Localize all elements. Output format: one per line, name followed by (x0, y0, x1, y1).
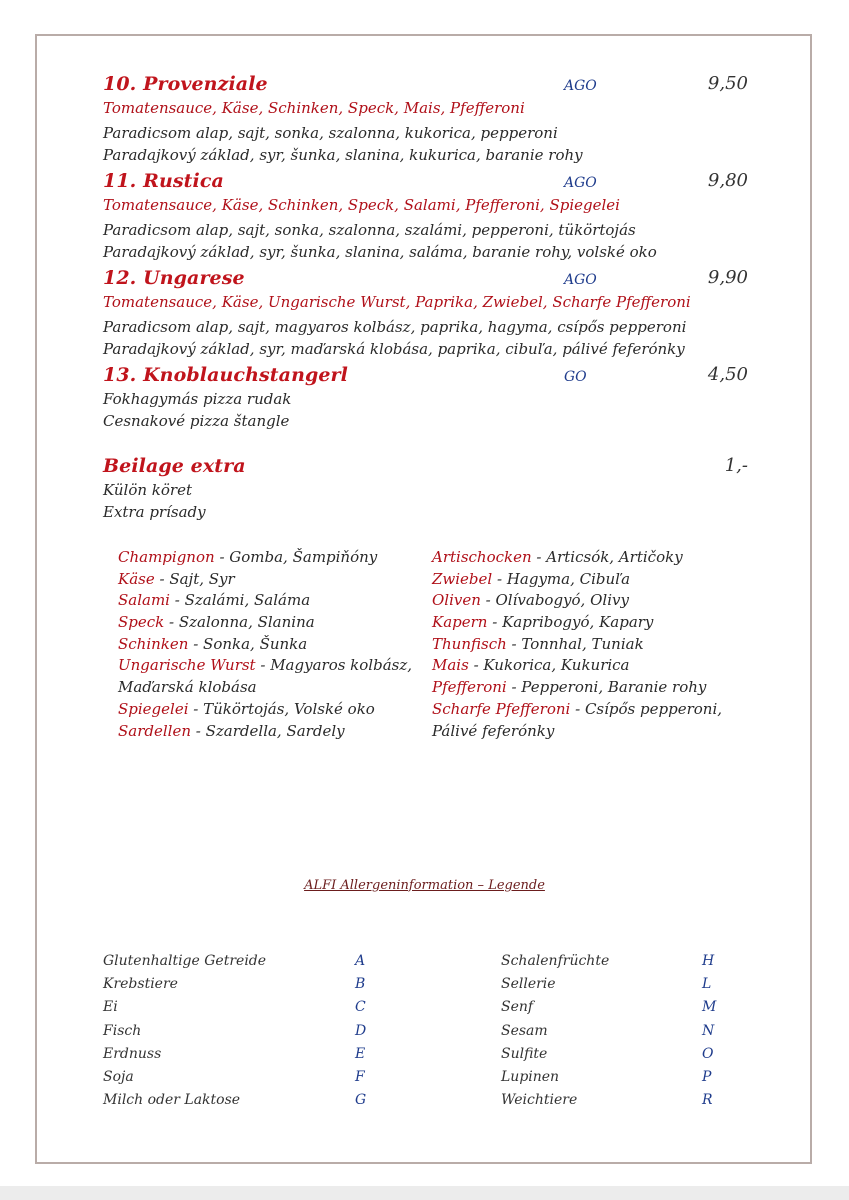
extra-name-german: Zwiebel (432, 569, 493, 588)
item-price: 1,- (724, 455, 748, 476)
description-hungarian: Külön köret (103, 481, 192, 499)
allergen-name: Schalenfrüchte (501, 953, 610, 969)
allergen-names-right (501, 950, 609, 1112)
allergen-legend-title: ALFI Allergeninformation – Legende (304, 878, 545, 893)
extra-translation: - Sonka, Šunka (188, 634, 308, 653)
item-price: 4,50 (707, 364, 748, 385)
extra-name-german: Sardellen (118, 721, 192, 740)
allergen-code: N (702, 1022, 715, 1039)
extra-translation: - Szalonna, Slanina (164, 613, 315, 632)
allergen-name: Sesam (501, 1022, 548, 1039)
description-slovak: Paradajkový základ, syr, maďarská klobása, paprika, cibuľa, pálivé feferónky (103, 340, 685, 358)
allergen-name: Lupinen (501, 1069, 560, 1086)
description-german: Tomatensauce, Käse, Schinken, Speck, Salami, Pfefferoni, Spiegelei (103, 196, 620, 214)
extra-item (432, 547, 722, 569)
item-name: 11. Rustica (103, 170, 224, 192)
allergen-codes-left (355, 950, 366, 1112)
extra-translation: - Tükörtojás, Volské oko (188, 699, 375, 718)
extra-name-german: Artischocken (432, 548, 532, 566)
description-slovak: Cesnakové pizza štangle (103, 412, 290, 430)
allergen-code: E (355, 1045, 366, 1062)
allergen-name: Milch oder Laktose (103, 1092, 241, 1109)
extra-name-german: Spiegelei (118, 699, 189, 718)
extra-item (118, 677, 412, 699)
extra-item (432, 590, 722, 612)
allergen-codes: GO (564, 369, 587, 385)
allergen-codes-right (702, 950, 716, 1112)
extra-translation: Maďarská klobása (118, 678, 257, 697)
extra-item (432, 634, 722, 656)
extra-translation: Pálivé feferónky (432, 721, 555, 740)
extra-item (118, 612, 412, 634)
extra-translation: - Tonnhal, Tuniak (506, 634, 644, 653)
description-slovak: Paradajkový základ, syr, šunka, slanina, saláma, baranie rohy, volské oko (103, 243, 657, 261)
extra-item (118, 634, 412, 656)
extra-translation: - Olívabogyó, Olivy (480, 591, 629, 610)
allergen-name: Glutenhaltige Getreide (103, 953, 267, 969)
allergen-code: F (355, 1069, 365, 1086)
allergen-code: A (355, 953, 366, 969)
allergen-names-left (103, 950, 266, 1112)
allergen-name: Sulfite (501, 1045, 548, 1062)
allergen-name: Erdnuss (103, 1045, 162, 1062)
extra-name-german: Käse (118, 569, 155, 588)
item-name: 10. Provenziale (103, 73, 268, 95)
description-hungarian: Fokhagymás pizza rudak (103, 390, 292, 408)
extra-translation: - Articsók, Artičoky (531, 548, 683, 566)
allergen-name: Sellerie (501, 976, 556, 993)
extra-translation: - Csípős pepperoni, (570, 699, 723, 718)
allergen-code: M (702, 999, 717, 1016)
extra-translation: - Pepperoni, Baranie rohy (506, 678, 707, 697)
extra-item (118, 547, 412, 569)
item-price: 9,90 (707, 267, 748, 288)
item-name: Beilage extra (103, 455, 246, 477)
page-bottom-edge (0, 1186, 849, 1200)
item-price: 9,50 (707, 73, 748, 94)
extra-name-german: Salami (118, 591, 170, 610)
extra-item (432, 699, 722, 721)
extras-list-right (432, 547, 722, 742)
extra-translation: - Magyaros kolbász, (255, 656, 413, 675)
allergen-name: Fisch (103, 1022, 142, 1039)
allergen-codes: AGO (564, 78, 597, 94)
extra-translation: - Szardella, Sardely (191, 721, 345, 740)
extra-translation: - Sajt, Syr (154, 569, 235, 588)
allergen-code: C (355, 999, 366, 1016)
extra-translation: - Kapribogyó, Kapary (487, 613, 654, 632)
menu-item-knoblauchstangerl (103, 364, 748, 432)
extra-name-german: Pfefferoni (432, 678, 507, 697)
allergen-codes: AGO (564, 272, 597, 288)
extra-name-german: Schinken (118, 634, 189, 653)
extra-item (118, 699, 412, 721)
extra-name-german: Kapern (432, 613, 488, 632)
allergen-code: H (702, 953, 715, 969)
extra-translation: - Gomba, Šampiňóny (214, 548, 378, 566)
extra-translation: - Kukorica, Kukurica (468, 656, 630, 675)
extra-name-german: Thunfisch (432, 634, 507, 653)
allergen-code: D (355, 1022, 367, 1039)
menu-item-beilage-extra (103, 455, 748, 523)
allergen-name: Krebstiere (103, 976, 178, 993)
allergen-code: R (702, 1092, 713, 1109)
item-name: 12. Ungarese (103, 267, 245, 289)
extra-item (432, 677, 722, 699)
allergen-name: Senf (501, 999, 534, 1016)
extra-name-german: Mais (432, 656, 469, 675)
extra-name-german: Ungarische Wurst (118, 656, 256, 675)
extra-name-german: Scharfe Pfefferoni (432, 699, 571, 718)
extra-item (432, 655, 722, 677)
allergen-code: P (702, 1069, 712, 1086)
extra-translation: - Hagyma, Cibuľa (492, 569, 631, 588)
allergen-name: Ei (103, 999, 118, 1016)
extra-item (432, 569, 722, 591)
menu-item-ungarese (103, 267, 748, 360)
allergen-codes: AGO (564, 175, 597, 191)
extra-item (118, 721, 412, 743)
extra-name-german: Speck (118, 613, 165, 632)
allergen-code: G (355, 1092, 367, 1109)
allergen-code: B (355, 976, 366, 993)
description-hungarian: Paradicsom alap, sajt, sonka, szalonna, kukorica, pepperoni (103, 124, 558, 142)
menu-item-rustica (103, 170, 748, 263)
item-price: 9,80 (707, 170, 748, 191)
extra-item (432, 612, 722, 634)
extras-list-left (118, 547, 412, 742)
extra-translation: - Szalámi, Saláma (169, 591, 311, 610)
extra-name-german: Champignon (118, 548, 215, 566)
menu-item-provenziale (103, 73, 748, 166)
description-german: Tomatensauce, Käse, Ungarische Wurst, Paprika, Zwiebel, Scharfe Pfefferoni (103, 293, 691, 311)
allergen-name: Weichtiere (501, 1092, 578, 1109)
extra-item (118, 569, 412, 591)
extra-item (118, 590, 412, 612)
extra-name-german: Oliven (432, 591, 481, 610)
item-name: 13. Knoblauchstangerl (103, 364, 348, 386)
description-hungarian: Paradicsom alap, sajt, magyaros kolbász, paprika, hagyma, csípős pepperoni (103, 318, 687, 336)
description-slovak: Extra prísady (103, 503, 206, 521)
description-slovak: Paradajkový základ, syr, šunka, slanina, kukurica, baranie rohy (103, 146, 583, 164)
extra-item (432, 721, 722, 743)
description-hungarian: Paradicsom alap, sajt, sonka, szalonna, szalámi, pepperoni, tükörtojás (103, 221, 636, 239)
extra-item (118, 655, 412, 677)
description-german: Tomatensauce, Käse, Schinken, Speck, Mais, Pfefferoni (103, 99, 525, 117)
allergen-code: O (702, 1045, 714, 1062)
allergen-name: Soja (103, 1069, 134, 1086)
allergen-code: L (702, 976, 712, 993)
